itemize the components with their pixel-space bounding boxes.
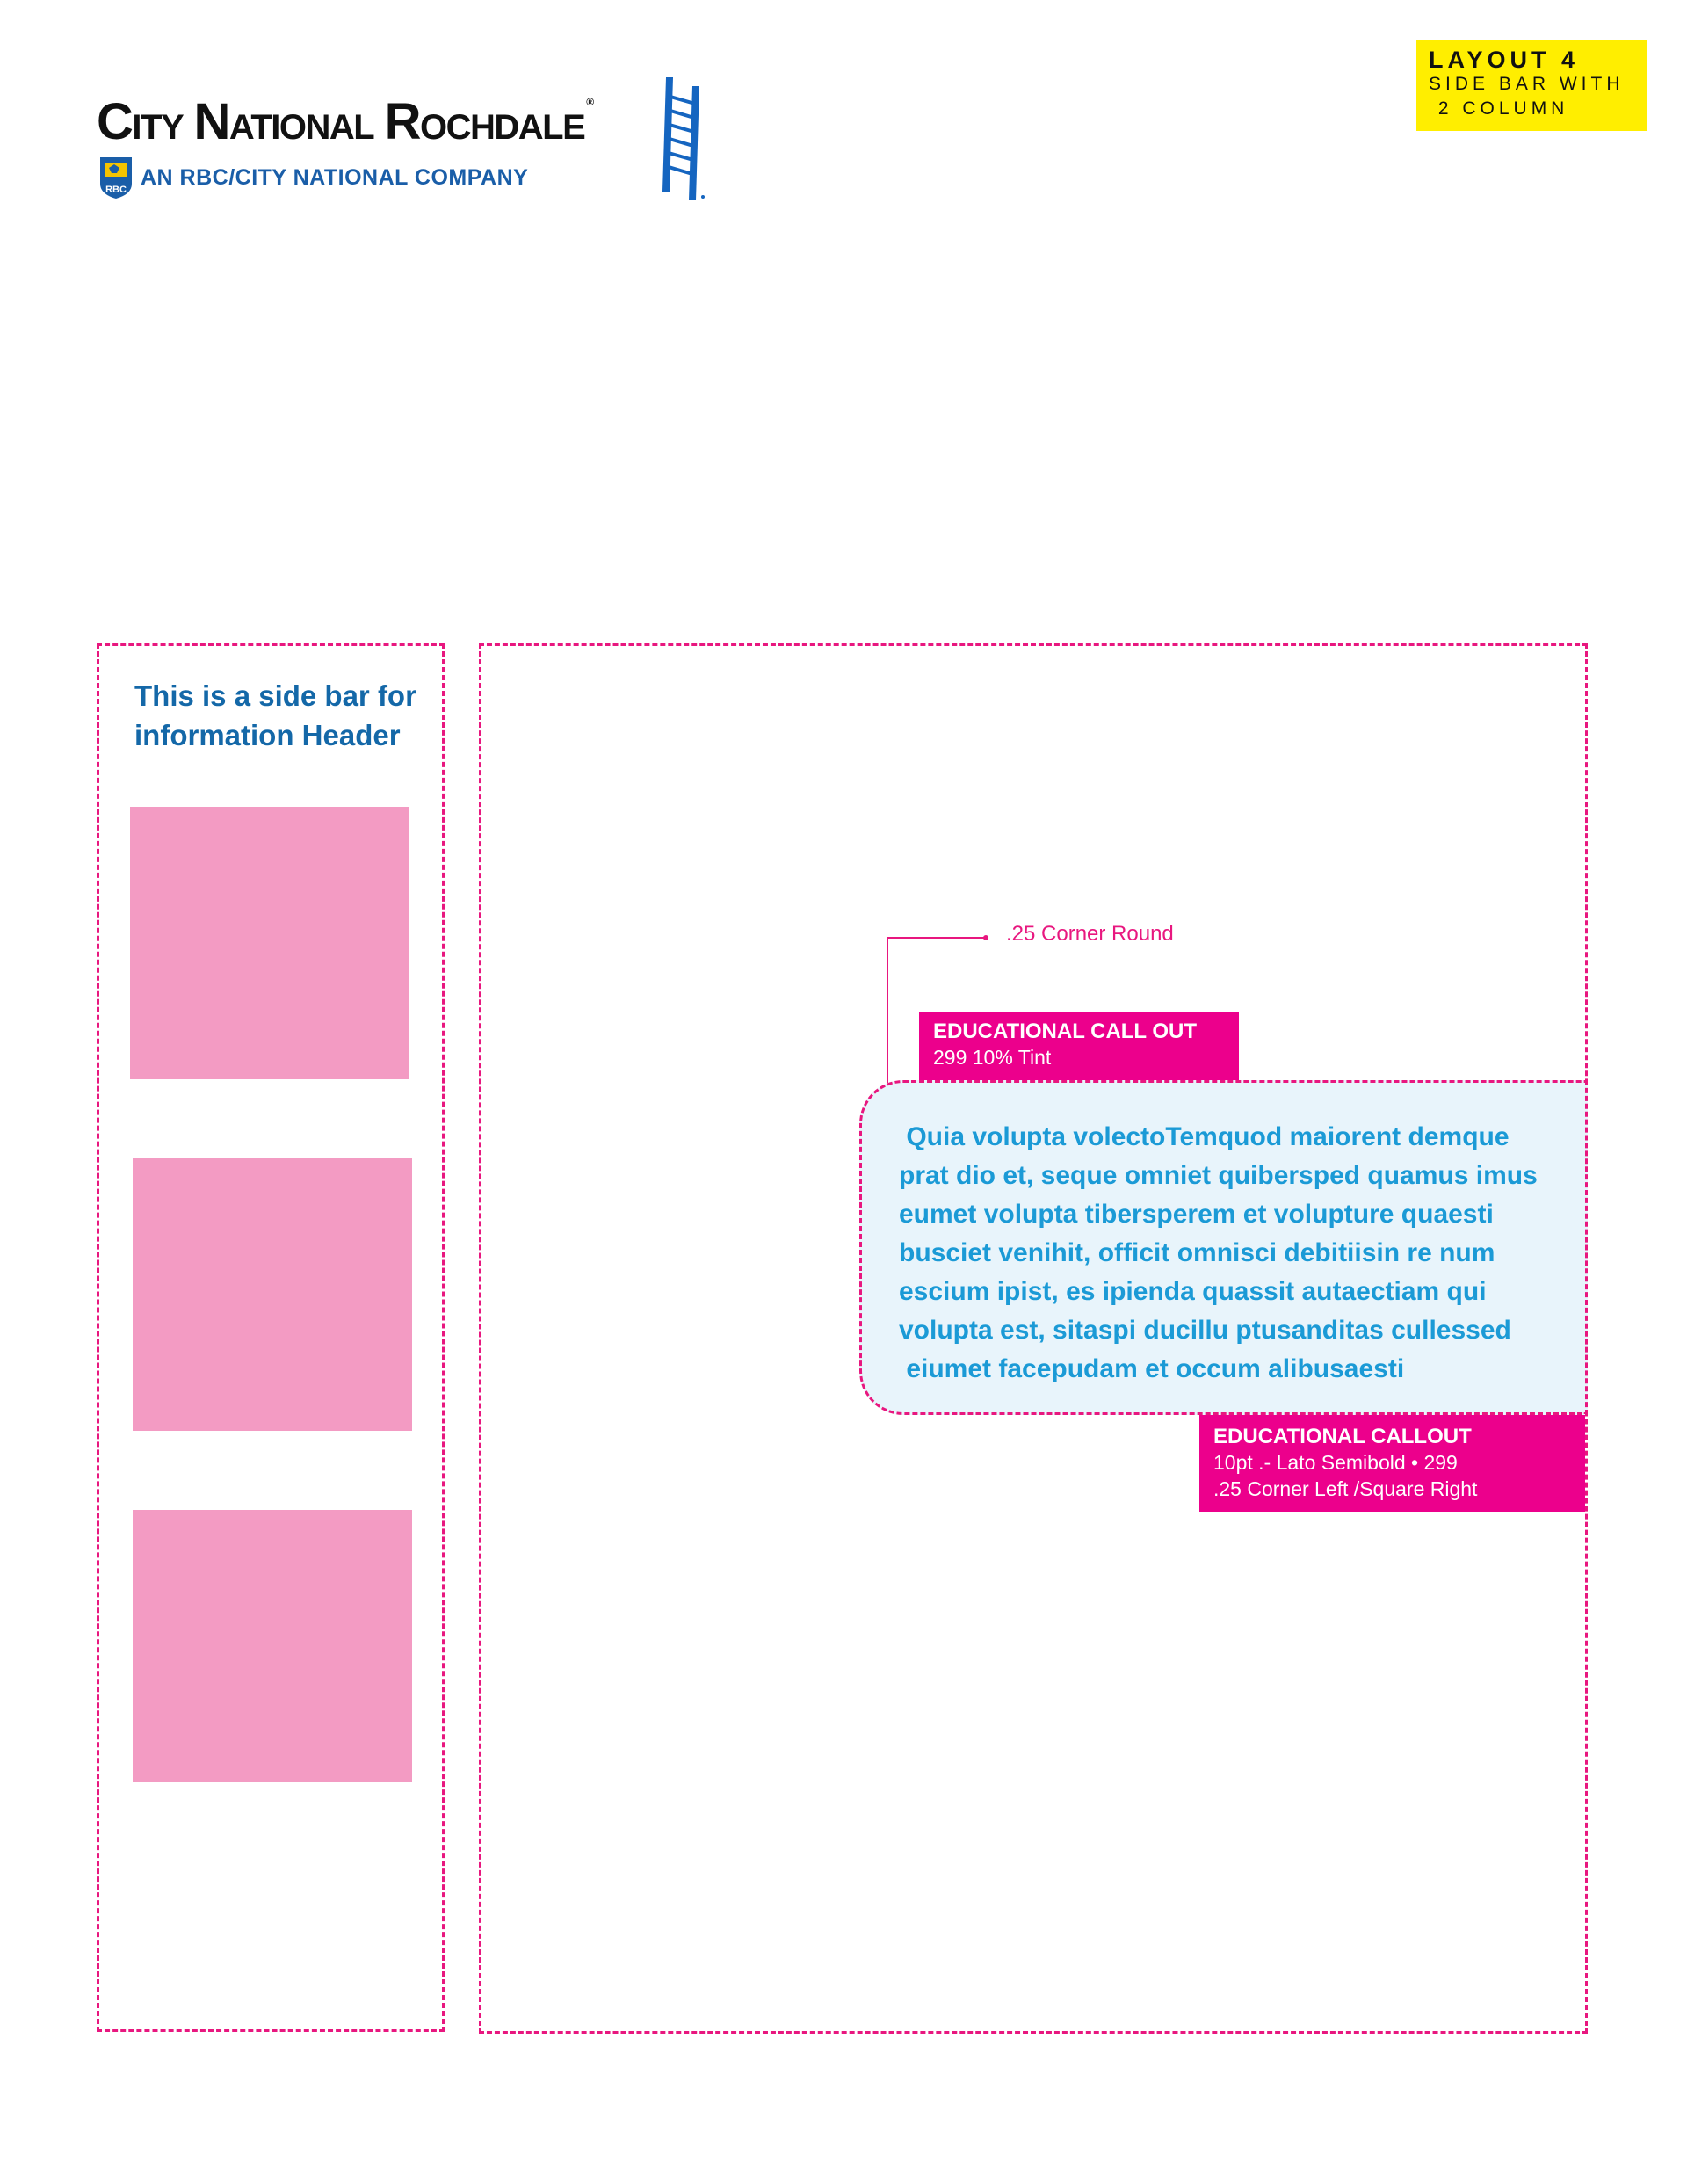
- label-detail: 10pt .- Lato Semibold • 299: [1213, 1451, 1458, 1474]
- logo-subline: [98, 155, 528, 200]
- label-title: EDUCATIONAL CALL OUT: [933, 1019, 1197, 1043]
- corner-round-annotation: .25 Corner Round: [1006, 922, 1174, 946]
- logo-wordmark: CITY NATIONAL ROCHDALE®: [97, 93, 595, 150]
- label-detail: 299 10% Tint: [933, 1046, 1052, 1069]
- image-placeholder: [133, 1510, 412, 1782]
- image-placeholder: [133, 1158, 412, 1431]
- registered-mark: ®: [586, 96, 595, 108]
- rbc-badge-text: RBC: [105, 185, 127, 195]
- label-detail: .25 Corner Left /Square Right: [1213, 1477, 1478, 1500]
- logo-tagline: AN RBC/CITY NATIONAL COMPANY: [141, 164, 529, 190]
- layout-tag-subtitle: SIDE BAR WITH 2 COLUMN: [1429, 74, 1625, 119]
- sidebar-header: This is a side bar for information Header: [134, 679, 416, 751]
- educational-callout: [859, 1080, 1588, 1415]
- rbc-shield-icon: [98, 156, 134, 200]
- brand-logo: [97, 77, 712, 200]
- callout-body-text: Quia volupta volectoTemquod maiorent demque prat dio et, seque omniet quibersped quamus imus eumet volupta tibersperem et volupture quaesti busciet venihit, officit omnisci debitiisin re num escium ipist, es ipienda quassit autaectiam qui volupta est, sitaspi ducillu ptusanditas cullessed eiumet facepudam et occum alibusaesti: [899, 1122, 1538, 1383]
- ladder-icon: [654, 77, 706, 200]
- image-placeholder: [130, 807, 409, 1079]
- layout-tag-title: LAYOUT 4: [1429, 47, 1580, 73]
- label-title: EDUCATIONAL CALLOUT: [1213, 1425, 1472, 1448]
- callout-tint-label: [919, 1012, 1239, 1080]
- layout-tag: [1416, 40, 1647, 131]
- callout-spec-label: [1199, 1415, 1585, 1512]
